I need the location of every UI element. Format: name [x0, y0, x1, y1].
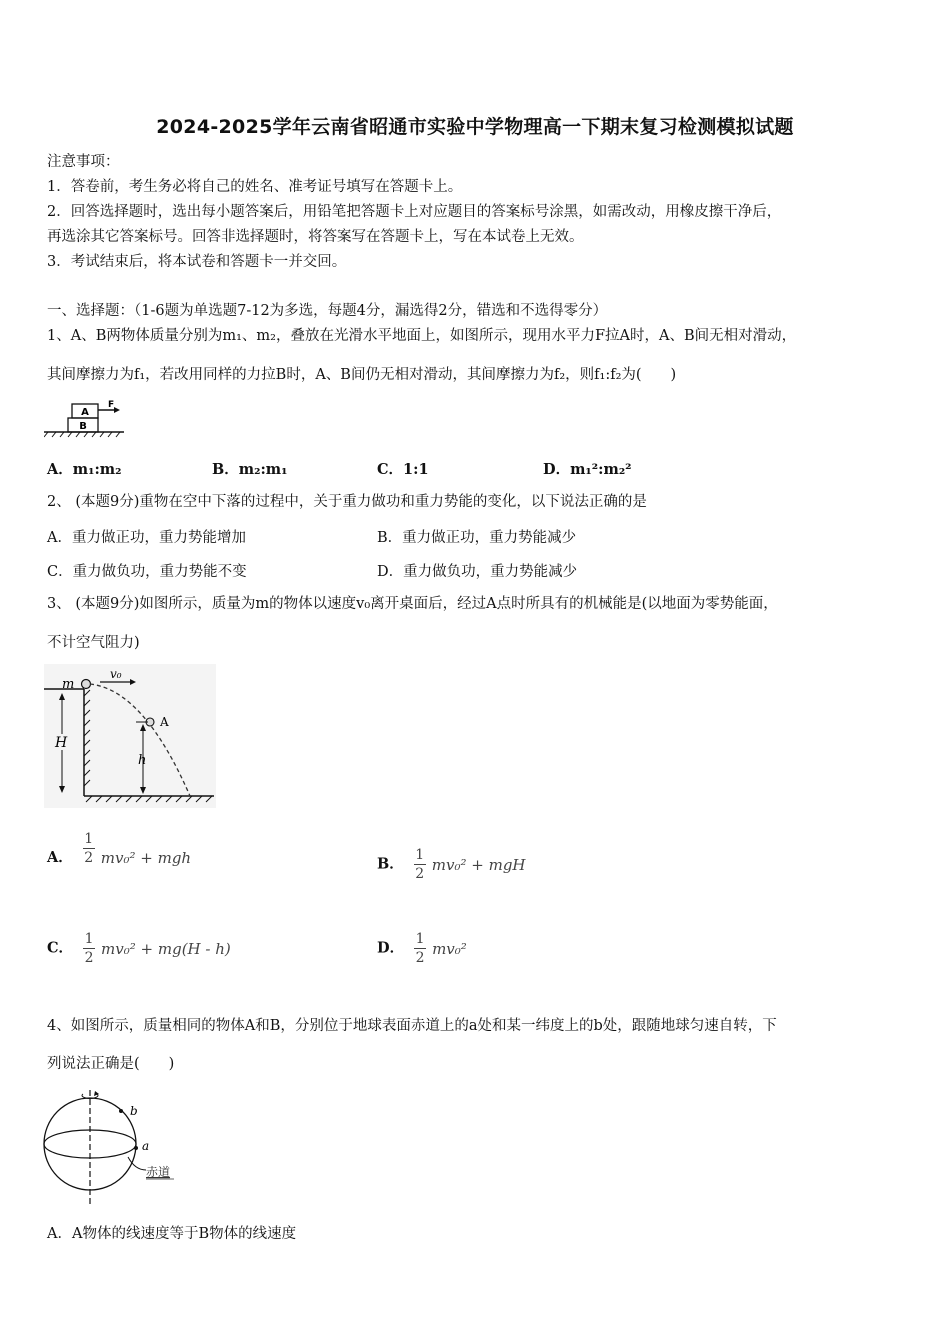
- page-title: 2024-2025学年云南省昭通市实验中学物理高一下期末复习检测模拟试题: [156, 116, 794, 138]
- notice-item: 2．回答选择题时，选出每小题答案后，用铅笔把答题卡上对应题目的答案标号涂黑，如需改动，用橡皮擦干净后，: [47, 204, 782, 220]
- question-4-line2: 列说法正确是( ): [47, 1056, 175, 1072]
- q3-c-num: 1: [84, 931, 94, 947]
- q2-option-a: A．重力做正功，重力势能增加: [47, 530, 246, 546]
- label-m: m: [62, 677, 75, 692]
- q3-d-num: 1: [415, 931, 425, 947]
- label-H: H: [55, 735, 68, 751]
- question-1-line1: 1、A、B两物体质量分别为m₁、m₂，叠放在光滑水平地面上，如图所示，现用水平力F拉A时，A、B间无相对滑动，: [47, 328, 797, 344]
- label-h: h: [138, 753, 147, 768]
- q2-option-b: B．重力做正功，重力势能减少: [377, 530, 577, 546]
- q1-option-c: C．1:1: [377, 461, 429, 478]
- q3-a-num: 1: [84, 830, 94, 847]
- label-equator: 赤道: [146, 1165, 171, 1179]
- notice-heading: 注意事项：: [47, 154, 120, 170]
- q3-c-expr: mv₀² + mg(H - h): [101, 939, 231, 958]
- label-a: A: [81, 407, 89, 418]
- label-b: b: [130, 1104, 138, 1118]
- q3-d-den: 2: [415, 950, 425, 966]
- label-b: B: [79, 421, 87, 432]
- q3-option-b-label: B．: [377, 855, 404, 873]
- q1-blocks-figure: [44, 398, 128, 438]
- q3-a-expr: mv₀² + mgh: [100, 849, 192, 867]
- notice-item: 再选涂其它答案标号。回答非选择题时，将答案写在答题卡上，写在本试卷上无效。: [47, 229, 584, 245]
- q1-option-b: B．m₂:m₁: [212, 461, 288, 478]
- q2-option-c: C．重力做负功，重力势能不变: [47, 564, 247, 580]
- q3-option-c-label: C．: [47, 939, 74, 957]
- q3-c-den: 2: [84, 950, 94, 966]
- label-f: F: [108, 400, 115, 410]
- q1-option-d: D．m₁²:m₂²: [543, 461, 632, 478]
- q3-projectile-figure: [44, 664, 216, 808]
- question-2-stem: 2、 (本题9分)重物在空中下落的过程中，关于重力做功和重力势能的变化，以下说法正确的是: [47, 494, 647, 510]
- point-b: [119, 1109, 123, 1113]
- label-a: A: [160, 715, 169, 729]
- ball-m: [82, 680, 91, 689]
- q3-option-c: [47, 930, 231, 967]
- label-a: a: [142, 1139, 150, 1153]
- q1-option-a: A．m₁:m₂: [47, 461, 122, 478]
- q2-option-d: D．重力做负功，重力势能减少: [377, 564, 578, 580]
- section-heading: 一、选择题：（1-6题为单选题7-12为多选，每题4分，漏选得2分，错选和不选得零分）: [47, 303, 608, 319]
- point-a: [134, 1146, 138, 1150]
- question-3-line2: 不计空气阻力): [47, 635, 140, 651]
- question-4-line1: 4、如图所示，质量相同的物体A和B，分别位于地球表面赤道上的a处和某一纬度上的b处，跟随地球匀速自转，下: [47, 1018, 777, 1034]
- q3-b-den: 2: [415, 866, 425, 882]
- question-3-line1: 3、 (本题9分)如图所示，质量为m的物体以速度v₀离开桌面后，经过A点时所具有的机械能是(以地面为零势能面，: [47, 596, 778, 612]
- q3-d-expr: mv₀²: [432, 939, 467, 958]
- q3-option-d-label: D．: [377, 939, 405, 957]
- notice-item: 1．答卷前，考生务必将自己的姓名、准考证号填写在答题卡上。: [47, 179, 463, 195]
- q4-earth-figure: [40, 1082, 190, 1206]
- q3-b-expr: mv₀² + mgH: [431, 855, 526, 874]
- question-1-line2: 其间摩擦力为f₁，若改用同样的力拉B时，A、B间仍无相对滑动，其间摩擦力为f₂，则f₁:f₂为( ): [47, 367, 677, 383]
- label-v0: v₀: [110, 667, 122, 681]
- q3-a-den: 2: [84, 849, 94, 866]
- q3-option-a: [47, 830, 192, 867]
- q3-b-num: 1: [415, 847, 425, 863]
- q3-option-b: [377, 846, 526, 883]
- q3-option-a-label: A．: [47, 849, 73, 866]
- q4-option-a: A．A物体的线速度等于B物体的线速度: [47, 1226, 297, 1242]
- q3-option-d: [377, 930, 467, 967]
- notice-item: 3．考试结束后，将本试卷和答题卡一并交回。: [47, 254, 347, 270]
